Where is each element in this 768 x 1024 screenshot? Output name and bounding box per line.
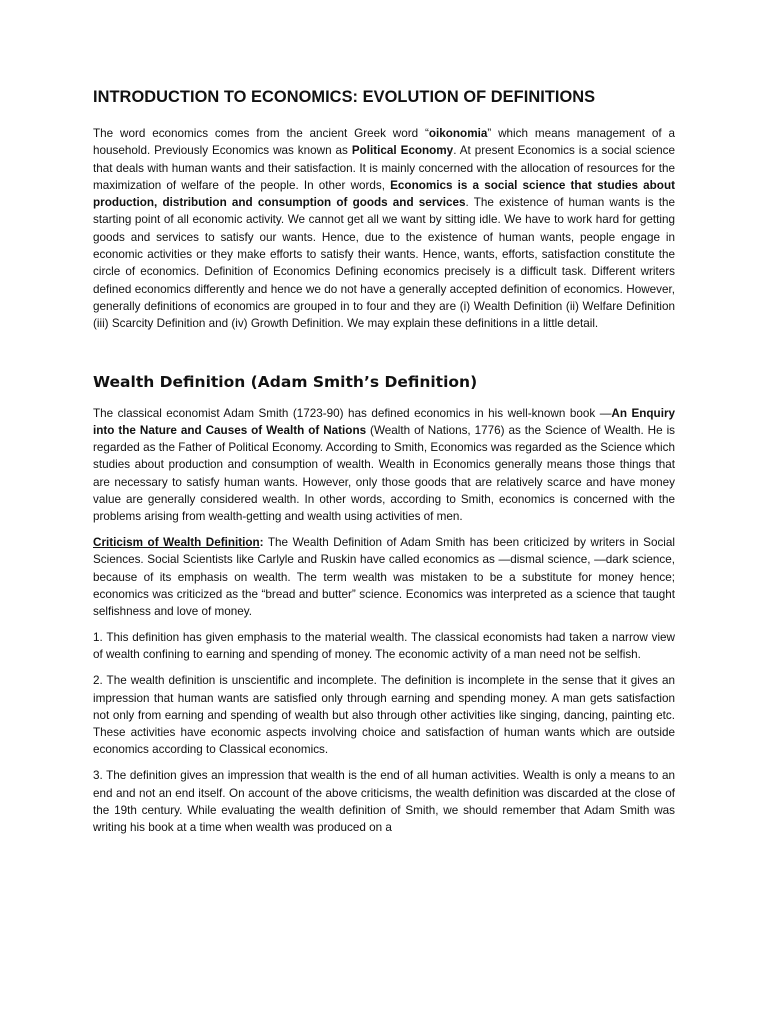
criticism-colon: :: [259, 536, 264, 550]
intro-bold-political-economy: Political Economy: [351, 144, 454, 158]
point-3: 3. The definition gives an impression that wealth is the end of all human activities. Wealth is only a means to an end and not an end itself. On account of the above criticisms, the wealth definition was discarded at the close of the 19th century. While evaluating the wealth definition of Smith, we should remember that Adam Smith was writing his book at a time when wealth was produced on a: [93, 769, 675, 835]
intro-text-2: ” which means management of a household. Previously Economics was known as: [93, 127, 675, 158]
page-title: INTRODUCTION TO ECONOMICS: EVOLUTION OF DEFINITIONS: [93, 88, 596, 106]
criticism-text: The Wealth Definition of Adam Smith has been criticized by writers in Social Sciences. Social Scientists like Carlyle and Ruskin have called economics as —dismal science, —dark science, because of its emphasis on wealth. The term wealth was mistaken to be a substitute for money hence; economics was criticized as the “bread and butter” science. Economics was interpreted as a science that taught selfishness and love of money.: [93, 536, 675, 619]
intro-bold-oikonomia: oikonomia: [428, 127, 488, 140]
smith-text-2: (Wealth of Nations, 1776) as the Science of Wealth. He is regarded as the Father of Political Economy. According to Smith, Economics was regarded as the Science which studies about production and consumption of wealth. Wealth in Economics generally means those things that are necessary to satisfy human wants. However, only those goods that are relatively scarce and have money value are generally considered wealth. In other words, according to Smith, economics is concerned with the problems arising from wealth-getting and wealth using activities of men.: [93, 423, 676, 524]
smith-paragraph: [93, 405, 675, 526]
intro-text-1: The word economics comes from the ancient Greek word “: [93, 127, 429, 140]
point-1: 1. This definition has given emphasis to the material wealth. The classical economists had taken a narrow view of wealth confining to earning and spending of money. The economic activity of a man need not be selfish.: [93, 631, 675, 662]
criticism-label: Criticism of Wealth Definition: [93, 536, 260, 550]
smith-text-1: The classical economist Adam Smith (1723-90) has defined economics in his well-known book —: [93, 406, 612, 420]
smith-bold-book-title: An Enquiry into the Nature and Causes of Wealth of Nations: [93, 406, 675, 437]
intro-text-4: . The existence of human wants is the starting point of all economic activity. We cannot get all we want by sitting idle. We have to work hard for getting goods and services to satisfy our wants. Hence, due to the existence of human wants, people engage in economic activities or they make efforts to satisfy their wants. Hence, wants, efforts, satisfaction constitute the circle of economics. Definition of Economics Defining economics precisely is a difficult task. Different writers defined economics differently and hence we do not have a generally accepted definition of economics. However, generally definitions of economics are grouped in to four and they are (i) Wealth Definition (ii) Welfare Definition (iii) Scarcity Definition and (iv) Growth Definition. We may explain these definitions in a little detail.: [93, 196, 675, 331]
point-2: 2. The wealth definition is unscientific and incomplete. The definition is incomplete in the sense that it gives an impression that human wants are satisfied only through earning and spending money. A man gets satisfaction not only from earning and spending of wealth but also through other activities like singing, dancing, painting etc. These activities have economic aspects involving choice and satisfaction of human wants which are outside economics according to Classical economics.: [93, 674, 675, 757]
section-heading: Wealth Definition (Adam Smith’s Definition): [93, 372, 478, 391]
intro-bold-definition: Economics is a social science that studies about production, distribution and consumption of goods and services: [93, 178, 675, 210]
intro-text-3: . At present Economics is a social science that deals with human wants and their satisfaction. It is mainly concerned with the allocation of resources for the maximization of welfare of the people. In other words,: [93, 144, 676, 192]
intro-paragraph: [93, 125, 675, 333]
criticism-paragraph: [93, 534, 675, 620]
